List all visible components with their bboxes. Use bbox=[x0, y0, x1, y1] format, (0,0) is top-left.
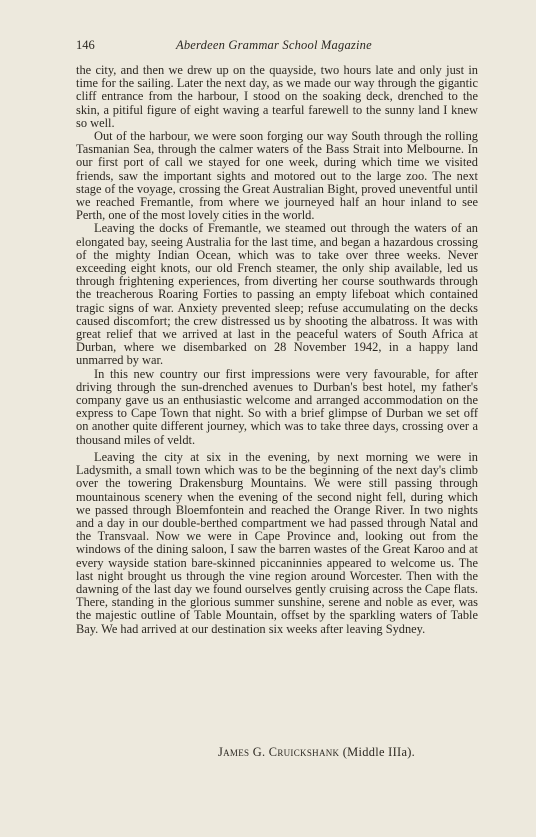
page-number: 146 bbox=[76, 38, 95, 52]
running-title: Aberdeen Grammar School Magazine bbox=[176, 38, 372, 52]
page-header bbox=[76, 38, 476, 56]
author-form: (Middle IIIa). bbox=[342, 745, 416, 759]
author-signature bbox=[218, 745, 415, 760]
article-body bbox=[76, 64, 478, 636]
paragraph-continuation: the city, and then we drew up on the quayside, two hours late and only just in time for the sailing. Later the next day, as we made our way through the gigantic cliff entrance from the harbour, I stood on the soaking deck, drenched to the skin, a pitiful figure of eight waving a tearful farewell to the sunny land I knew so well. bbox=[76, 63, 478, 130]
paragraph: Leaving the city at six in the evening, by next morning we were in Ladysmith, a small town which was to be the beginning of the next day's climb over the towering Drakensburg Mountains. We were still passing through mountainous scenery when the evening of the second night fell, during which we passed through Bloemfontein and reached the Orange River. In two nights and a day in our double-berthed compartment we had passed through Natal and the Transvaal. Now we were in Cape Province and, looking out from the windows of the dining saloon, I saw the barren wastes of the Great Karoo and at every wayside station bare-skinned piccaninnies appeared to welcome us. The last night brought us through the vine region around Worcester. Then with the dawning of the last day we found ourselves gently cruising across the Cape flats. There, standing in the glorious summer sunshine, serene and noble as ever, was the majestic outline of Table Mountain, offset by the sparkling waters of Table Bay. We had arrived at our destination six weeks after leaving Sydney. bbox=[76, 449, 478, 636]
paragraph: Leaving the docks of Fremantle, we steamed out through the waters of an elongated bay, seeing Australia for the last time, and began a hazardous crossing of the mighty Indian Ocean, which was to take over three weeks. Never exceeding eight knots, our old French steamer, the only ship available, led us through frightening experiences, from diverting her course southwards through the treacherous Roaring Forties to passing an empty lifeboat which contained tragic signs of war. Anxiety prevented sleep; refuse accumulating on the decks caused discomfort; the crew distressed us by shooting the albatross. It was with great relief that we arrived at last in the peaceful waters of South Africa at Durban, where we disembarked on 28 November 1942, in a happy land unmarred by war. bbox=[76, 221, 478, 368]
paragraph: In this new country our first impressions were very favourable, for after driving through the sun-drenched avenues to Durban's best hotel, my father's company gave us an enthusiastic welcome and arranged accommodation on the express to Cape Town that night. So with a brief glimpse of Durban we set off on another quite different journey, which was to take three days, crossing over a thousand miles of veldt. bbox=[76, 366, 478, 447]
author-name: James G. Cruickshank bbox=[218, 745, 340, 759]
paragraph: Out of the harbour, we were soon forging our way South through the rolling Tasmanian Sea, through the calmer waters of the Bass Strait into Melbourne. In our first port of call we stayed for one week, during which time we visited friends, saw the important sights and motored out to the large zoo. The next stage of the voyage, crossing the Great Australian Bight, proved uneventful until we reached Fremantle, from where we journeyed half an hour inland to see Perth, one of the most lovely cities in the world. bbox=[76, 129, 478, 223]
